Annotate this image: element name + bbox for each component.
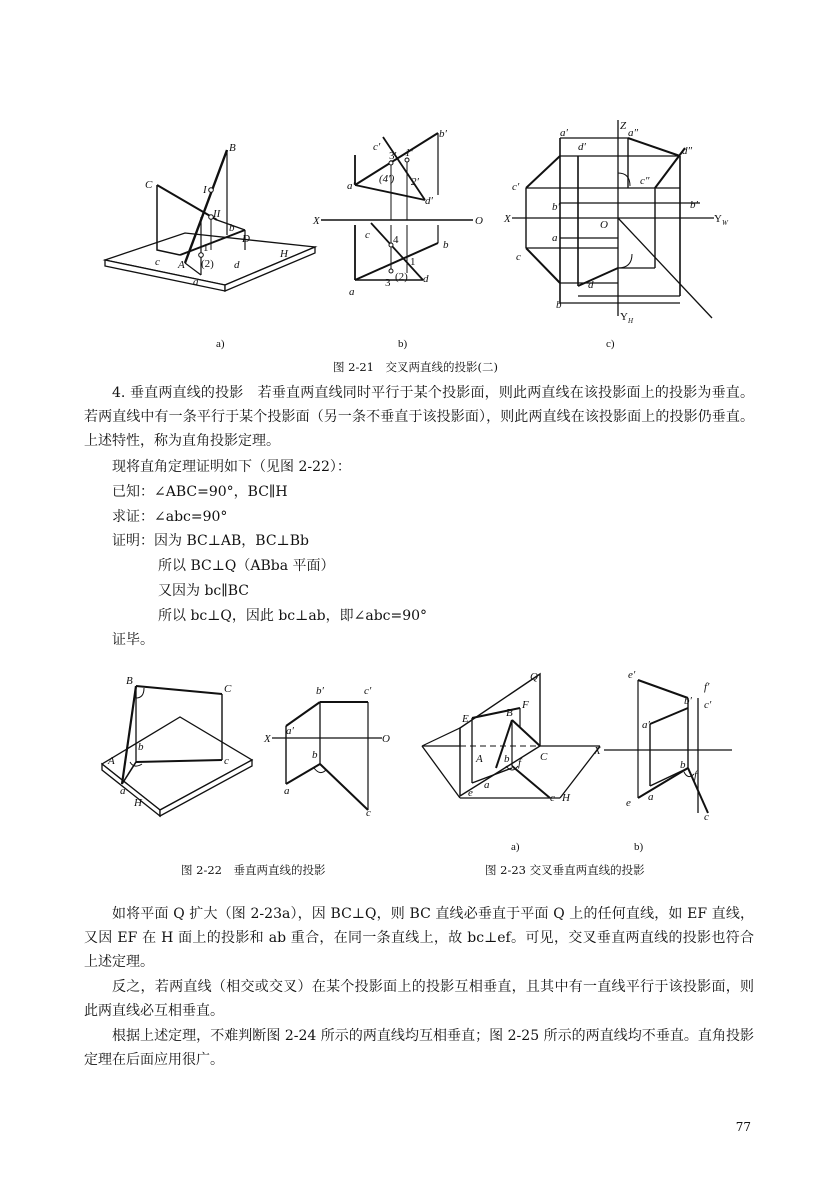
svg-text:c: c (516, 251, 521, 263)
paragraph-converse: 反之，若两直线（相交或交叉）在某个投影面上的投影互相垂直，且其中有一直线平行于该投影面，则此两直线必互相垂直。 (84, 979, 754, 1019)
svg-text:O: O (382, 733, 390, 745)
svg-text:b′: b′ (552, 201, 560, 213)
svg-text:f: f (518, 757, 522, 769)
svg-text:I: I (203, 184, 207, 196)
figure-2-21c (500, 118, 730, 323)
svg-text:c′: c′ (512, 181, 520, 193)
figure-2-23a (420, 668, 605, 808)
proof-step-3: 又因为 bc∥BC (158, 583, 249, 599)
svg-text:d: d (588, 279, 594, 291)
page-number: 77 (735, 1120, 751, 1134)
figure-2-21b (313, 125, 493, 310)
svg-text:2′: 2′ (411, 176, 419, 188)
svg-text:(4′): (4′) (379, 173, 395, 185)
svg-text:A: A (108, 755, 115, 767)
svg-text:B: B (229, 142, 236, 154)
svg-text:F: F (522, 699, 529, 711)
svg-text:X: X (504, 213, 511, 225)
proof-step-2: 所以 BC⊥Q（ABba 平面） (158, 558, 335, 574)
figure-2-22-pictorial (100, 672, 260, 822)
svg-text:c: c (366, 807, 371, 819)
paragraph-perpendicular-lines: 4. 垂直两直线的投影 若垂直两直线同时平行于某个投影面，则此两直线在该投影面上的投影为垂直。若两直线中有一条平行于某个投影面（另一条不垂直于该投影面），则此两直线在该投影面上的投影仍垂直。上述特性，称为直角投影定理。 (84, 385, 754, 449)
figure-2-22-projection (262, 682, 390, 822)
svg-text:1: 1 (410, 256, 416, 268)
svg-text:Z: Z (620, 120, 627, 132)
svg-text:e: e (468, 787, 473, 799)
svg-text:a: a (349, 286, 355, 298)
svg-text:c: c (155, 256, 160, 268)
svg-text:Y: Y (714, 213, 722, 225)
figure-2-21a (105, 135, 315, 310)
svg-text:f′: f′ (704, 681, 710, 693)
svg-text:A: A (476, 753, 483, 765)
paragraph-proof-intro: 现将直角定理证明如下（见图 2-22）： (112, 459, 351, 475)
svg-text:c: c (704, 811, 709, 823)
svg-text:a: a (120, 785, 126, 797)
svg-text:e′: e′ (628, 669, 636, 681)
svg-text:d″: d″ (682, 145, 693, 157)
svg-text:d′: d′ (578, 141, 586, 153)
svg-text:c″: c″ (640, 175, 650, 187)
proof-step-4: 所以 bc⊥Q，因此 bc⊥ab，即∠abc=90° (158, 608, 428, 624)
svg-text:Y: Y (620, 311, 628, 323)
svg-text:H: H (134, 797, 142, 809)
svg-text:(2): (2) (201, 258, 214, 270)
svg-text:b′: b′ (690, 199, 698, 211)
svg-text:a: a (284, 785, 290, 797)
svg-text:b: b (312, 749, 318, 761)
sub-label-c: c) (606, 338, 615, 350)
svg-text:Q: Q (530, 671, 538, 683)
svg-text:D: D (242, 233, 250, 245)
svg-text:C: C (145, 179, 153, 191)
svg-text:C: C (224, 683, 232, 695)
svg-text:d: d (234, 259, 240, 271)
svg-text:X: X (594, 745, 601, 757)
proof-known: 已知：∠ABC=90°，BC∥H (112, 484, 288, 500)
svg-text:a: a (552, 232, 558, 244)
svg-text:b′: b′ (684, 695, 692, 707)
svg-text:c′: c′ (373, 141, 381, 153)
svg-text:b: b (556, 299, 562, 311)
svg-text:1′: 1′ (405, 147, 413, 159)
svg-text:b: b (443, 239, 449, 251)
svg-text:W: W (722, 219, 728, 227)
svg-text:E: E (462, 713, 469, 725)
svg-text:H: H (280, 248, 288, 260)
paragraph-plane-q: 如将平面 Q 扩大（图 2-23a），因 BC⊥Q，则 BC 直线必垂直于平面 Q 上的任何直线，如 EF 直线，又因 EF 在 H 面上的投影和 ab 重合，在同一条直线上，故 bc⊥ef。可见，交叉垂直两直线的投影也符合上述定理。 (84, 906, 754, 970)
svg-text:a: a (648, 791, 654, 803)
figure-2-23b (592, 668, 742, 823)
svg-text:a: a (484, 779, 490, 791)
figure-2-21-caption: 图 2-21 交叉两直线的投影(二) (333, 360, 498, 374)
svg-text:X: X (313, 215, 320, 227)
paragraph-application: 根据上述定理，不难判断图 2-24 所示的两直线均互相垂直；图 2-25 所示的两直线均不垂直。直角投影定理在后面应用很广。 (84, 1028, 754, 1068)
svg-text:II: II (213, 208, 221, 220)
proof-to-prove: 求证：∠abc=90° (112, 509, 228, 525)
svg-text:a: a (193, 276, 199, 288)
svg-text:f: f (694, 769, 698, 781)
svg-text:b: b (504, 753, 510, 765)
svg-text:a′: a′ (347, 180, 355, 192)
svg-text:3: 3 (385, 277, 391, 289)
svg-text:a′: a′ (286, 725, 294, 737)
svg-text:d: d (423, 273, 429, 285)
svg-text:1: 1 (203, 242, 209, 254)
svg-text:4: 4 (393, 234, 399, 246)
sub-label-2-23b: b) (634, 841, 644, 853)
svg-text:e: e (626, 797, 631, 809)
svg-text:c: c (224, 755, 229, 767)
sub-label-a: a) (216, 338, 225, 350)
svg-text:b′: b′ (439, 128, 447, 140)
svg-text:H: H (562, 792, 570, 804)
svg-text:B: B (506, 707, 513, 719)
svg-text:O: O (475, 215, 483, 227)
svg-text:d′: d′ (425, 195, 433, 207)
proof-step-1: 证明：因为 BC⊥AB，BC⊥Bb (112, 533, 309, 549)
svg-text:3′: 3′ (389, 150, 397, 162)
svg-text:B: B (126, 675, 133, 687)
svg-text:c′: c′ (364, 685, 372, 697)
svg-text:(2): (2) (395, 271, 408, 283)
svg-text:C: C (540, 751, 548, 763)
svg-text:a′: a′ (560, 127, 568, 139)
svg-text:A: A (178, 259, 185, 271)
svg-text:c: c (365, 229, 370, 241)
svg-text:H: H (628, 317, 634, 325)
proof-qed: 证毕。 (112, 632, 154, 648)
svg-text:b: b (680, 759, 686, 771)
svg-text:c′: c′ (704, 699, 712, 711)
svg-text:b: b (138, 741, 144, 753)
sub-label-2-23a: a) (511, 841, 520, 853)
svg-text:b: b (229, 222, 235, 234)
svg-text:a′: a′ (642, 719, 650, 731)
svg-text:X: X (264, 733, 271, 745)
figure-2-22-caption: 图 2-22 垂直两直线的投影 (181, 863, 326, 877)
svg-text:a″: a″ (628, 127, 639, 139)
figure-2-23-caption: 图 2-23 交叉垂直两直线的投影 (485, 863, 645, 877)
svg-text:b′: b′ (316, 685, 324, 697)
sub-label-b: b) (398, 338, 408, 350)
svg-text:c: c (550, 792, 555, 804)
svg-text:O: O (600, 219, 608, 231)
